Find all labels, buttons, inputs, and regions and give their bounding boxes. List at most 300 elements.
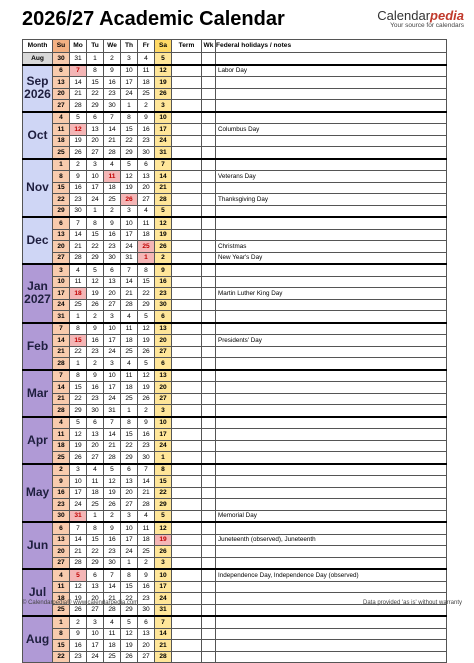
day-cell[interactable]: 19 [104, 487, 121, 499]
term-cell[interactable] [172, 393, 202, 405]
term-cell[interactable] [172, 358, 202, 370]
day-cell[interactable]: 2 [104, 510, 121, 522]
day-cell[interactable]: 11 [138, 522, 155, 534]
day-cell[interactable]: 3 [104, 311, 121, 323]
day-cell[interactable]: 13 [87, 581, 104, 593]
week-number-cell[interactable] [202, 171, 216, 183]
day-cell[interactable]: 21 [53, 393, 70, 405]
calendarpedia-logo[interactable] [377, 9, 464, 30]
term-cell[interactable] [172, 452, 202, 464]
week-number-cell[interactable] [202, 358, 216, 370]
day-cell[interactable]: 14 [70, 534, 87, 546]
day-cell[interactable]: 19 [155, 534, 172, 546]
day-cell[interactable]: 18 [53, 135, 70, 147]
day-cell[interactable]: 5 [155, 510, 172, 522]
day-cell[interactable]: 5 [104, 464, 121, 476]
term-cell[interactable] [172, 640, 202, 652]
day-cell[interactable]: 9 [138, 569, 155, 581]
day-cell[interactable]: 22 [87, 241, 104, 253]
day-cell[interactable]: 30 [155, 299, 172, 311]
day-cell[interactable]: 24 [155, 440, 172, 452]
day-cell[interactable]: 30 [87, 405, 104, 417]
week-number-cell[interactable] [202, 311, 216, 323]
day-cell[interactable]: 18 [138, 77, 155, 89]
day-cell[interactable]: 16 [87, 335, 104, 347]
week-number-cell[interactable] [202, 65, 216, 77]
day-cell[interactable]: 1 [87, 510, 104, 522]
day-cell[interactable]: 5 [138, 311, 155, 323]
day-cell[interactable]: 22 [138, 288, 155, 300]
term-cell[interactable] [172, 88, 202, 100]
day-cell[interactable]: 6 [53, 217, 70, 229]
day-cell[interactable]: 23 [104, 241, 121, 253]
day-cell[interactable]: 6 [87, 417, 104, 429]
week-number-cell[interactable] [202, 264, 216, 276]
day-cell[interactable]: 3 [104, 358, 121, 370]
week-number-cell[interactable] [202, 499, 216, 511]
week-number-cell[interactable] [202, 640, 216, 652]
day-cell[interactable]: 11 [53, 429, 70, 441]
week-number-cell[interactable] [202, 405, 216, 417]
day-cell[interactable]: 7 [121, 264, 138, 276]
week-number-cell[interactable] [202, 393, 216, 405]
week-number-cell[interactable] [202, 88, 216, 100]
week-number-cell[interactable] [202, 147, 216, 159]
day-cell[interactable]: 25 [104, 194, 121, 206]
day-cell[interactable]: 2 [104, 53, 121, 65]
week-number-cell[interactable] [202, 534, 216, 546]
day-cell[interactable]: 28 [155, 651, 172, 663]
day-cell[interactable]: 28 [104, 147, 121, 159]
day-cell[interactable]: 16 [87, 382, 104, 394]
day-cell[interactable]: 26 [155, 546, 172, 558]
day-cell[interactable]: 2 [138, 557, 155, 569]
day-cell[interactable]: 5 [70, 112, 87, 124]
day-cell[interactable]: 24 [121, 241, 138, 253]
term-cell[interactable] [172, 440, 202, 452]
day-cell[interactable]: 2 [155, 252, 172, 264]
day-cell[interactable]: 31 [70, 510, 87, 522]
day-cell[interactable]: 17 [121, 77, 138, 89]
day-cell[interactable]: 23 [104, 88, 121, 100]
day-cell[interactable]: 9 [70, 628, 87, 640]
term-cell[interactable] [172, 616, 202, 628]
week-number-cell[interactable] [202, 440, 216, 452]
day-cell[interactable]: 4 [121, 358, 138, 370]
day-cell[interactable]: 27 [155, 393, 172, 405]
day-cell[interactable]: 31 [121, 252, 138, 264]
day-cell[interactable]: 20 [155, 382, 172, 394]
day-cell[interactable]: 28 [104, 452, 121, 464]
day-cell[interactable]: 6 [121, 464, 138, 476]
term-cell[interactable] [172, 217, 202, 229]
day-cell[interactable]: 8 [70, 323, 87, 335]
week-number-cell[interactable] [202, 124, 216, 136]
day-cell[interactable]: 13 [87, 429, 104, 441]
day-cell[interactable]: 21 [70, 88, 87, 100]
day-cell[interactable]: 8 [121, 569, 138, 581]
day-cell[interactable]: 17 [155, 581, 172, 593]
day-cell[interactable]: 29 [87, 557, 104, 569]
day-cell[interactable]: 14 [70, 229, 87, 241]
day-cell[interactable]: 27 [53, 100, 70, 112]
day-cell[interactable]: 28 [121, 299, 138, 311]
day-cell[interactable]: 26 [155, 241, 172, 253]
day-cell[interactable]: 11 [53, 581, 70, 593]
day-cell[interactable]: 11 [87, 476, 104, 488]
day-cell[interactable]: 12 [70, 581, 87, 593]
day-cell[interactable]: 21 [104, 135, 121, 147]
day-cell[interactable]: 28 [70, 100, 87, 112]
day-cell[interactable]: 13 [53, 229, 70, 241]
day-cell[interactable]: 3 [53, 264, 70, 276]
day-cell[interactable]: 1 [87, 205, 104, 217]
day-cell[interactable]: 19 [70, 440, 87, 452]
term-cell[interactable] [172, 405, 202, 417]
day-cell[interactable]: 17 [70, 487, 87, 499]
day-cell[interactable]: 25 [138, 241, 155, 253]
day-cell[interactable]: 10 [155, 569, 172, 581]
day-cell[interactable]: 29 [155, 499, 172, 511]
term-cell[interactable] [172, 534, 202, 546]
term-cell[interactable] [172, 53, 202, 65]
day-cell[interactable]: 21 [104, 593, 121, 605]
day-cell[interactable]: 9 [87, 323, 104, 335]
day-cell[interactable]: 30 [138, 147, 155, 159]
day-cell[interactable]: 12 [155, 65, 172, 77]
week-number-cell[interactable] [202, 323, 216, 335]
day-cell[interactable]: 26 [70, 147, 87, 159]
day-cell[interactable]: 24 [121, 88, 138, 100]
day-cell[interactable]: 17 [87, 182, 104, 194]
day-cell[interactable]: 16 [138, 429, 155, 441]
week-number-cell[interactable] [202, 417, 216, 429]
day-cell[interactable]: 4 [87, 464, 104, 476]
day-cell[interactable]: 27 [155, 346, 172, 358]
day-cell[interactable]: 30 [104, 100, 121, 112]
day-cell[interactable]: 23 [138, 440, 155, 452]
day-cell[interactable]: 11 [104, 628, 121, 640]
day-cell[interactable]: 20 [138, 640, 155, 652]
day-cell[interactable]: 26 [121, 194, 138, 206]
day-cell[interactable]: 9 [138, 417, 155, 429]
term-cell[interactable] [172, 476, 202, 488]
day-cell[interactable]: 7 [70, 65, 87, 77]
day-cell[interactable]: 12 [70, 429, 87, 441]
day-cell[interactable]: 5 [70, 417, 87, 429]
day-cell[interactable]: 16 [155, 276, 172, 288]
day-cell[interactable]: 31 [53, 311, 70, 323]
day-cell[interactable]: 12 [121, 628, 138, 640]
day-cell[interactable]: 15 [87, 229, 104, 241]
day-cell[interactable]: 17 [104, 335, 121, 347]
day-cell[interactable]: 8 [87, 65, 104, 77]
day-cell[interactable]: 30 [53, 53, 70, 65]
day-cell[interactable]: 17 [121, 229, 138, 241]
day-cell[interactable]: 15 [121, 429, 138, 441]
week-number-cell[interactable] [202, 452, 216, 464]
day-cell[interactable]: 17 [155, 124, 172, 136]
day-cell[interactable]: 13 [87, 124, 104, 136]
day-cell[interactable]: 10 [70, 476, 87, 488]
day-cell[interactable]: 6 [53, 65, 70, 77]
day-cell[interactable]: 8 [53, 628, 70, 640]
week-number-cell[interactable] [202, 476, 216, 488]
day-cell[interactable]: 3 [87, 616, 104, 628]
day-cell[interactable]: 31 [104, 405, 121, 417]
day-cell[interactable]: 25 [53, 452, 70, 464]
term-cell[interactable] [172, 100, 202, 112]
day-cell[interactable]: 11 [70, 276, 87, 288]
term-cell[interactable] [172, 628, 202, 640]
day-cell[interactable]: 11 [121, 323, 138, 335]
week-number-cell[interactable] [202, 229, 216, 241]
term-cell[interactable] [172, 276, 202, 288]
week-number-cell[interactable] [202, 382, 216, 394]
day-cell[interactable]: 10 [121, 65, 138, 77]
day-cell[interactable]: 27 [138, 194, 155, 206]
day-cell[interactable]: 7 [104, 569, 121, 581]
day-cell[interactable]: 29 [121, 452, 138, 464]
week-number-cell[interactable] [202, 299, 216, 311]
day-cell[interactable]: 14 [53, 382, 70, 394]
day-cell[interactable]: 4 [53, 569, 70, 581]
day-cell[interactable]: 17 [121, 534, 138, 546]
day-cell[interactable]: 2 [87, 358, 104, 370]
term-cell[interactable] [172, 264, 202, 276]
day-cell[interactable]: 1 [121, 557, 138, 569]
day-cell[interactable]: 28 [138, 499, 155, 511]
day-cell[interactable]: 19 [155, 229, 172, 241]
day-cell[interactable]: 20 [138, 182, 155, 194]
day-cell[interactable]: 4 [104, 159, 121, 171]
day-cell[interactable]: 4 [53, 417, 70, 429]
term-cell[interactable] [172, 311, 202, 323]
day-cell[interactable]: 10 [87, 171, 104, 183]
day-cell[interactable]: 16 [104, 77, 121, 89]
day-cell[interactable]: 4 [138, 53, 155, 65]
day-cell[interactable]: 29 [121, 604, 138, 616]
day-cell[interactable]: 14 [121, 276, 138, 288]
day-cell[interactable]: 30 [104, 557, 121, 569]
term-cell[interactable] [172, 651, 202, 663]
day-cell[interactable]: 24 [87, 651, 104, 663]
day-cell[interactable]: 28 [70, 252, 87, 264]
term-cell[interactable] [172, 510, 202, 522]
day-cell[interactable]: 26 [70, 604, 87, 616]
day-cell[interactable]: 14 [53, 335, 70, 347]
day-cell[interactable]: 20 [87, 440, 104, 452]
day-cell[interactable]: 17 [104, 382, 121, 394]
week-number-cell[interactable] [202, 651, 216, 663]
day-cell[interactable]: 2 [70, 159, 87, 171]
term-cell[interactable] [172, 499, 202, 511]
day-cell[interactable]: 26 [138, 346, 155, 358]
day-cell[interactable]: 26 [70, 452, 87, 464]
week-number-cell[interactable] [202, 464, 216, 476]
day-cell[interactable]: 23 [53, 499, 70, 511]
term-cell[interactable] [172, 569, 202, 581]
day-cell[interactable]: 28 [104, 604, 121, 616]
day-cell[interactable]: 15 [138, 276, 155, 288]
week-number-cell[interactable] [202, 77, 216, 89]
term-cell[interactable] [172, 382, 202, 394]
day-cell[interactable]: 21 [155, 182, 172, 194]
day-cell[interactable]: 25 [104, 651, 121, 663]
day-cell[interactable]: 19 [138, 382, 155, 394]
day-cell[interactable]: 7 [155, 159, 172, 171]
day-cell[interactable]: 28 [53, 405, 70, 417]
day-cell[interactable]: 1 [53, 616, 70, 628]
term-cell[interactable] [172, 147, 202, 159]
day-cell[interactable]: 27 [138, 651, 155, 663]
term-cell[interactable] [172, 124, 202, 136]
day-cell[interactable]: 1 [155, 452, 172, 464]
day-cell[interactable]: 6 [53, 522, 70, 534]
day-cell[interactable]: 10 [53, 276, 70, 288]
day-cell[interactable]: 18 [104, 182, 121, 194]
day-cell[interactable]: 15 [70, 335, 87, 347]
day-cell[interactable]: 1 [70, 358, 87, 370]
day-cell[interactable]: 8 [53, 171, 70, 183]
day-cell[interactable]: 24 [155, 135, 172, 147]
term-cell[interactable] [172, 194, 202, 206]
day-cell[interactable]: 16 [70, 182, 87, 194]
day-cell[interactable]: 22 [121, 440, 138, 452]
day-cell[interactable]: 19 [87, 288, 104, 300]
term-cell[interactable] [172, 252, 202, 264]
day-cell[interactable]: 9 [70, 171, 87, 183]
term-cell[interactable] [172, 522, 202, 534]
day-cell[interactable]: 27 [87, 604, 104, 616]
day-cell[interactable]: 27 [87, 147, 104, 159]
day-cell[interactable]: 15 [155, 476, 172, 488]
day-cell[interactable]: 28 [155, 194, 172, 206]
day-cell[interactable]: 24 [70, 499, 87, 511]
day-cell[interactable]: 15 [121, 124, 138, 136]
day-cell[interactable]: 11 [138, 217, 155, 229]
day-cell[interactable]: 14 [138, 476, 155, 488]
day-cell[interactable]: 21 [155, 640, 172, 652]
week-number-cell[interactable] [202, 569, 216, 581]
week-number-cell[interactable] [202, 335, 216, 347]
day-cell[interactable]: 10 [104, 323, 121, 335]
term-cell[interactable] [172, 323, 202, 335]
day-cell[interactable]: 19 [121, 640, 138, 652]
week-number-cell[interactable] [202, 370, 216, 382]
day-cell[interactable]: 27 [87, 452, 104, 464]
day-cell[interactable]: 25 [53, 604, 70, 616]
day-cell[interactable]: 30 [104, 252, 121, 264]
day-cell[interactable]: 11 [138, 65, 155, 77]
day-cell[interactable]: 7 [53, 323, 70, 335]
day-cell[interactable]: 23 [87, 393, 104, 405]
day-cell[interactable]: 26 [121, 651, 138, 663]
term-cell[interactable] [172, 171, 202, 183]
day-cell[interactable]: 15 [87, 534, 104, 546]
day-cell[interactable]: 10 [87, 628, 104, 640]
day-cell[interactable]: 6 [138, 616, 155, 628]
day-cell[interactable]: 25 [53, 147, 70, 159]
day-cell[interactable]: 21 [138, 487, 155, 499]
day-cell[interactable]: 24 [121, 546, 138, 558]
day-cell[interactable]: 10 [121, 217, 138, 229]
week-number-cell[interactable] [202, 522, 216, 534]
week-number-cell[interactable] [202, 557, 216, 569]
week-number-cell[interactable] [202, 241, 216, 253]
day-cell[interactable]: 11 [53, 124, 70, 136]
day-cell[interactable]: 22 [53, 651, 70, 663]
day-cell[interactable]: 27 [53, 252, 70, 264]
day-cell[interactable]: 8 [70, 370, 87, 382]
day-cell[interactable]: 10 [155, 112, 172, 124]
day-cell[interactable]: 18 [87, 487, 104, 499]
day-cell[interactable]: 12 [138, 323, 155, 335]
day-cell[interactable]: 16 [104, 534, 121, 546]
day-cell[interactable]: 30 [138, 452, 155, 464]
day-cell[interactable]: 25 [121, 393, 138, 405]
week-number-cell[interactable] [202, 581, 216, 593]
day-cell[interactable]: 24 [53, 299, 70, 311]
day-cell[interactable]: 13 [121, 476, 138, 488]
day-cell[interactable]: 14 [155, 171, 172, 183]
day-cell[interactable]: 31 [70, 53, 87, 65]
term-cell[interactable] [172, 112, 202, 124]
term-cell[interactable] [172, 135, 202, 147]
day-cell[interactable]: 6 [87, 569, 104, 581]
day-cell[interactable]: 23 [70, 651, 87, 663]
day-cell[interactable]: 18 [138, 534, 155, 546]
day-cell[interactable]: 23 [70, 194, 87, 206]
day-cell[interactable]: 12 [70, 124, 87, 136]
day-cell[interactable]: 30 [53, 510, 70, 522]
day-cell[interactable]: 18 [121, 335, 138, 347]
day-cell[interactable]: 18 [138, 229, 155, 241]
day-cell[interactable]: 7 [70, 522, 87, 534]
day-cell[interactable]: 4 [121, 311, 138, 323]
day-cell[interactable]: 19 [70, 135, 87, 147]
term-cell[interactable] [172, 581, 202, 593]
day-cell[interactable]: 12 [155, 217, 172, 229]
term-cell[interactable] [172, 77, 202, 89]
day-cell[interactable]: 25 [138, 546, 155, 558]
day-cell[interactable]: 23 [155, 288, 172, 300]
week-number-cell[interactable] [202, 628, 216, 640]
day-cell[interactable]: 14 [104, 124, 121, 136]
week-number-cell[interactable] [202, 346, 216, 358]
day-cell[interactable]: 20 [104, 288, 121, 300]
day-cell[interactable]: 13 [138, 628, 155, 640]
week-number-cell[interactable] [202, 510, 216, 522]
day-cell[interactable]: 2 [53, 464, 70, 476]
day-cell[interactable]: 29 [70, 405, 87, 417]
day-cell[interactable]: 3 [155, 405, 172, 417]
day-cell[interactable]: 12 [155, 522, 172, 534]
day-cell[interactable]: 4 [104, 616, 121, 628]
day-cell[interactable]: 2 [138, 405, 155, 417]
day-cell[interactable]: 20 [87, 593, 104, 605]
day-cell[interactable]: 28 [53, 358, 70, 370]
day-cell[interactable]: 6 [155, 311, 172, 323]
term-cell[interactable] [172, 65, 202, 77]
day-cell[interactable]: 12 [138, 370, 155, 382]
day-cell[interactable]: 15 [70, 382, 87, 394]
day-cell[interactable]: 10 [121, 522, 138, 534]
day-cell[interactable]: 12 [121, 171, 138, 183]
day-cell[interactable]: 26 [104, 499, 121, 511]
day-cell[interactable]: 23 [138, 593, 155, 605]
day-cell[interactable]: 1 [121, 405, 138, 417]
